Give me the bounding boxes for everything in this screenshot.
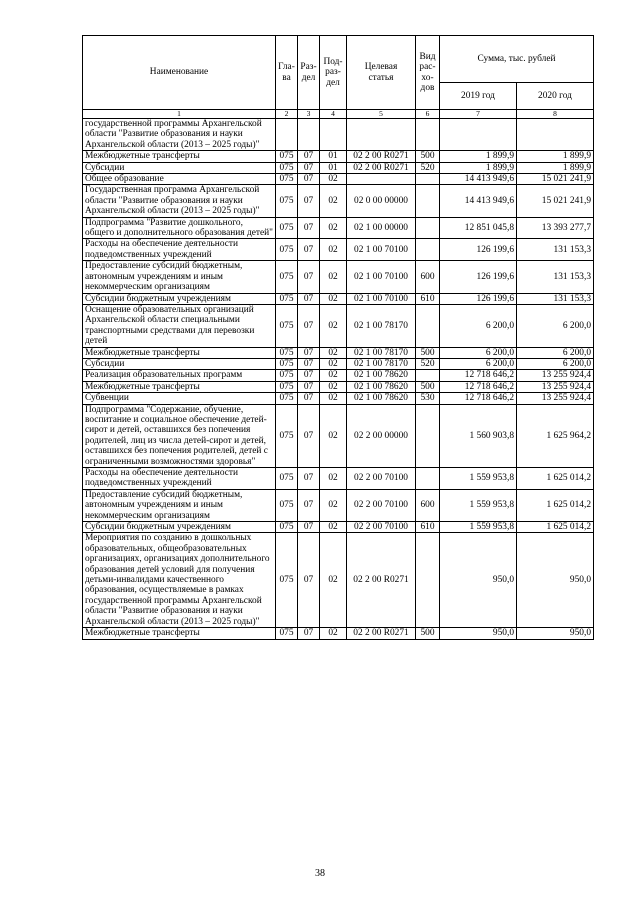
cell-podrazdel: 02	[320, 304, 347, 347]
cell-podrazdel: 02	[320, 628, 347, 639]
cell-vid	[416, 217, 440, 239]
cell-name: Расходы на обеспечение деятельности подведомственных учреждений	[83, 239, 276, 261]
cell-target: 02 2 00 70100	[347, 522, 416, 533]
cell-2020: 1 899,9	[517, 151, 594, 162]
cell-name: Субсидии	[83, 162, 276, 173]
cell-name: Государственная программа Архангельской области "Развитие образования и науки Архангельской области (2013 – 2025 годы)"	[83, 185, 276, 217]
cell-2019: 12 718 646,2	[440, 370, 517, 381]
column-number: 7	[440, 110, 517, 119]
cell-vid	[416, 185, 440, 217]
cell-target: 02 1 00 78170	[347, 358, 416, 369]
cell-razdel: 07	[298, 151, 320, 162]
cell-target: 02 1 00 70100	[347, 293, 416, 304]
cell-name: государственной программы Архангельской области "Развитие образования и науки Архангельской области (2013 – 2025 годы)"	[83, 119, 276, 151]
cell-glava: 075	[276, 217, 298, 239]
cell-vid	[416, 370, 440, 381]
cell-name: Подпрограмма "Развитие дошкольного, общего и дополнительного образования детей"	[83, 217, 276, 239]
table-row	[83, 217, 594, 239]
cell-2020: 13 255 924,4	[517, 393, 594, 404]
cell-razdel: 07	[298, 393, 320, 404]
cell-vid	[416, 404, 440, 467]
table-row	[83, 358, 594, 369]
cell-razdel: 07	[298, 533, 320, 628]
cell-glava	[276, 119, 298, 151]
cell-podrazdel: 02	[320, 522, 347, 533]
cell-2020: 6 200,0	[517, 358, 594, 369]
cell-target: 02 1 00 78170	[347, 304, 416, 347]
table-row	[83, 628, 594, 639]
cell-podrazdel: 02	[320, 381, 347, 392]
cell-name: Общее образование	[83, 174, 276, 185]
cell-2020	[517, 119, 594, 151]
cell-razdel: 07	[298, 304, 320, 347]
cell-podrazdel: 02	[320, 217, 347, 239]
table-row	[83, 119, 594, 151]
cell-podrazdel: 01	[320, 162, 347, 173]
cell-target: 02 0 00 00000	[347, 185, 416, 217]
cell-target	[347, 174, 416, 185]
cell-vid: 600	[416, 489, 440, 521]
column-number: 5	[347, 110, 416, 119]
table-body	[83, 119, 594, 640]
cell-2019: 12 851 045,8	[440, 217, 517, 239]
cell-target: 02 1 00 00000	[347, 217, 416, 239]
cell-2020: 13 255 924,4	[517, 370, 594, 381]
cell-razdel: 07	[298, 370, 320, 381]
cell-2020: 6 200,0	[517, 347, 594, 358]
cell-name: Субвенции	[83, 393, 276, 404]
cell-name: Подпрограмма "Содержание, обучение, воспитание и социальное обеспечение детей-сирот и детей, оставшихся без попечения родителей, лиц из числа детей-сирот и детей, оставшихся без попечения родителей, детей с ограниченными возможностями здоровья"	[83, 404, 276, 467]
cell-name: Субсидии	[83, 358, 276, 369]
cell-2019: 14 413 949,6	[440, 185, 517, 217]
cell-2020: 13 393 277,7	[517, 217, 594, 239]
cell-razdel: 07	[298, 628, 320, 639]
cell-vid	[416, 119, 440, 151]
cell-razdel: 07	[298, 185, 320, 217]
header-razdel: Раз- дел	[298, 36, 320, 110]
cell-razdel: 07	[298, 358, 320, 369]
cell-razdel	[298, 119, 320, 151]
header-glava: Гла- ва	[276, 36, 298, 110]
cell-name: Предоставление субсидий бюджетным, автономным учреждениям и иным некоммерческим организациям	[83, 261, 276, 293]
cell-vid	[416, 533, 440, 628]
cell-glava: 075	[276, 185, 298, 217]
table-row	[83, 151, 594, 162]
cell-2019: 6 200,0	[440, 358, 517, 369]
cell-2019: 1 560 903,8	[440, 404, 517, 467]
cell-razdel: 07	[298, 404, 320, 467]
cell-vid	[416, 174, 440, 185]
cell-target: 02 1 00 78170	[347, 347, 416, 358]
column-number: 6	[416, 110, 440, 119]
cell-2020: 1 625 014,2	[517, 468, 594, 490]
cell-podrazdel: 02	[320, 239, 347, 261]
table-row	[83, 293, 594, 304]
table-row	[83, 304, 594, 347]
cell-glava: 075	[276, 174, 298, 185]
cell-target	[347, 119, 416, 151]
column-number: 8	[517, 110, 594, 119]
header-target: Целевая статья	[347, 36, 416, 110]
cell-vid: 500	[416, 628, 440, 639]
cell-vid: 500	[416, 381, 440, 392]
page-number: 38	[315, 868, 325, 879]
column-numbers-row	[83, 110, 594, 119]
cell-razdel: 07	[298, 522, 320, 533]
cell-glava: 075	[276, 370, 298, 381]
cell-2019: 126 199,6	[440, 293, 517, 304]
cell-razdel: 07	[298, 162, 320, 173]
column-number: 4	[320, 110, 347, 119]
cell-name: Межбюджетные трансферты	[83, 628, 276, 639]
cell-target: 02 1 00 78620	[347, 381, 416, 392]
cell-2019: 14 413 949,6	[440, 174, 517, 185]
cell-2020: 1 899,9	[517, 162, 594, 173]
cell-podrazdel: 02	[320, 370, 347, 381]
cell-2019: 950,0	[440, 533, 517, 628]
cell-razdel: 07	[298, 293, 320, 304]
table-row	[83, 381, 594, 392]
cell-vid	[416, 304, 440, 347]
column-number: 3	[298, 110, 320, 119]
cell-glava: 075	[276, 381, 298, 392]
cell-vid	[416, 468, 440, 490]
cell-glava: 075	[276, 489, 298, 521]
cell-2020: 15 021 241,9	[517, 185, 594, 217]
cell-razdel: 07	[298, 381, 320, 392]
cell-glava: 075	[276, 468, 298, 490]
cell-razdel: 07	[298, 347, 320, 358]
cell-podrazdel: 02	[320, 347, 347, 358]
cell-glava: 075	[276, 162, 298, 173]
cell-vid: 500	[416, 151, 440, 162]
budget-table-page	[82, 35, 593, 640]
cell-glava: 075	[276, 393, 298, 404]
cell-2019	[440, 119, 517, 151]
cell-razdel: 07	[298, 489, 320, 521]
cell-name: Субсидии бюджетным учреждениям	[83, 522, 276, 533]
cell-podrazdel: 02	[320, 185, 347, 217]
cell-name: Мероприятия по созданию в дошкольных образовательных, общеобразовательных организациях, организациях дополнительного образования детей условий для получения детьми-инвалидами качественного образования, осуществляемые в рамках государственной программы Архангельской области "Развитие образования и науки Архангельской области (2013 – 2025 годы)"	[83, 533, 276, 628]
header-name: Наименование	[83, 36, 276, 110]
cell-2020: 15 021 241,9	[517, 174, 594, 185]
cell-2019: 12 718 646,2	[440, 381, 517, 392]
cell-glava: 075	[276, 304, 298, 347]
cell-vid	[416, 239, 440, 261]
cell-glava: 075	[276, 151, 298, 162]
cell-razdel: 07	[298, 239, 320, 261]
cell-target: 02 2 00 R0271	[347, 151, 416, 162]
cell-glava: 075	[276, 533, 298, 628]
table-row	[83, 185, 594, 217]
cell-razdel: 07	[298, 261, 320, 293]
header-sum: Сумма, тыс. рублей	[440, 36, 594, 83]
cell-2020: 950,0	[517, 628, 594, 639]
table-row	[83, 261, 594, 293]
cell-podrazdel: 02	[320, 293, 347, 304]
cell-2019: 1 899,9	[440, 151, 517, 162]
cell-glava: 075	[276, 522, 298, 533]
cell-podrazdel: 01	[320, 151, 347, 162]
cell-2020: 1 625 014,2	[517, 522, 594, 533]
cell-vid: 600	[416, 261, 440, 293]
cell-target: 02 1 00 78620	[347, 393, 416, 404]
cell-podrazdel: 02	[320, 261, 347, 293]
table-row	[83, 370, 594, 381]
cell-2020: 950,0	[517, 533, 594, 628]
cell-2019: 126 199,6	[440, 261, 517, 293]
cell-name: Субсидии бюджетным учреждениям	[83, 293, 276, 304]
column-number: 2	[276, 110, 298, 119]
cell-glava: 075	[276, 239, 298, 261]
header-podrazdel: Под- раз- дел	[320, 36, 347, 110]
cell-glava: 075	[276, 628, 298, 639]
cell-2019: 1 559 953,8	[440, 468, 517, 490]
cell-razdel: 07	[298, 174, 320, 185]
cell-vid: 530	[416, 393, 440, 404]
cell-glava: 075	[276, 261, 298, 293]
cell-target: 02 2 00 70100	[347, 468, 416, 490]
cell-podrazdel: 02	[320, 358, 347, 369]
table-row	[83, 533, 594, 628]
cell-glava: 075	[276, 293, 298, 304]
cell-name: Межбюджетные трансферты	[83, 347, 276, 358]
cell-podrazdel: 02	[320, 468, 347, 490]
cell-vid: 520	[416, 162, 440, 173]
cell-name: Реализация образовательных программ	[83, 370, 276, 381]
cell-2019: 1 559 953,8	[440, 522, 517, 533]
cell-2019: 1 559 953,8	[440, 489, 517, 521]
budget-table	[82, 35, 594, 640]
table-row	[83, 347, 594, 358]
cell-vid: 500	[416, 347, 440, 358]
cell-target: 02 1 00 78620	[347, 370, 416, 381]
cell-podrazdel: 02	[320, 489, 347, 521]
table-row	[83, 489, 594, 521]
cell-target: 02 1 00 70100	[347, 261, 416, 293]
cell-glava: 075	[276, 347, 298, 358]
cell-name: Предоставление субсидий бюджетным, автономным учреждениям и иным некоммерческим организациям	[83, 489, 276, 521]
cell-target: 02 2 00 R0271	[347, 533, 416, 628]
cell-2019: 12 718 646,2	[440, 393, 517, 404]
cell-2020: 131 153,3	[517, 239, 594, 261]
table-row	[83, 239, 594, 261]
cell-target: 02 2 00 70100	[347, 489, 416, 521]
cell-vid: 610	[416, 293, 440, 304]
table-row	[83, 404, 594, 467]
cell-2019: 6 200,0	[440, 304, 517, 347]
cell-2020: 1 625 014,2	[517, 489, 594, 521]
cell-name: Межбюджетные трансферты	[83, 381, 276, 392]
cell-podrazdel: 02	[320, 174, 347, 185]
cell-2020: 1 625 964,2	[517, 404, 594, 467]
cell-2020: 131 153,3	[517, 293, 594, 304]
cell-2020: 13 255 924,4	[517, 381, 594, 392]
table-row	[83, 162, 594, 173]
cell-razdel: 07	[298, 217, 320, 239]
cell-2019: 6 200,0	[440, 347, 517, 358]
cell-razdel: 07	[298, 468, 320, 490]
cell-2019: 1 899,9	[440, 162, 517, 173]
header-2020: 2020 год	[517, 83, 594, 110]
table-row	[83, 522, 594, 533]
table-row	[83, 393, 594, 404]
cell-vid: 610	[416, 522, 440, 533]
header-vid: Вид рас- хо- дов	[416, 36, 440, 110]
cell-name: Межбюджетные трансферты	[83, 151, 276, 162]
cell-podrazdel: 02	[320, 393, 347, 404]
cell-glava: 075	[276, 358, 298, 369]
cell-2019: 126 199,6	[440, 239, 517, 261]
cell-target: 02 1 00 70100	[347, 239, 416, 261]
table-row	[83, 174, 594, 185]
cell-glava: 075	[276, 404, 298, 467]
cell-target: 02 2 00 00000	[347, 404, 416, 467]
cell-name: Расходы на обеспечение деятельности подведомственных учреждений	[83, 468, 276, 490]
cell-podrazdel: 02	[320, 533, 347, 628]
cell-vid: 520	[416, 358, 440, 369]
column-number: 1	[83, 110, 276, 119]
cell-podrazdel	[320, 119, 347, 151]
cell-name: Оснащение образовательных организаций Архангельской области специальными транспортными средствами для перевозки детей	[83, 304, 276, 347]
cell-2019: 950,0	[440, 628, 517, 639]
cell-target: 02 2 00 R0271	[347, 628, 416, 639]
cell-target: 02 2 00 R0271	[347, 162, 416, 173]
cell-podrazdel: 02	[320, 404, 347, 467]
table-row	[83, 468, 594, 490]
cell-2020: 131 153,3	[517, 261, 594, 293]
header-2019: 2019 год	[440, 83, 517, 110]
cell-2020: 6 200,0	[517, 304, 594, 347]
